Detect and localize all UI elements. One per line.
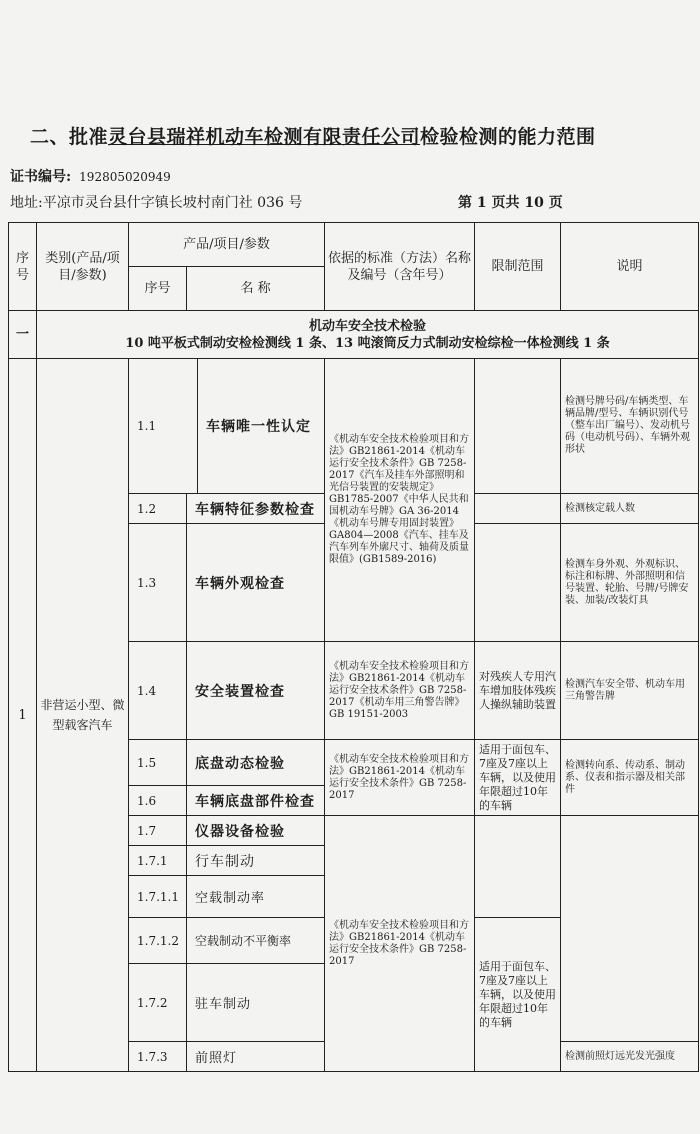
standard-block-a: 《机动车安全技术检验项目和方法》GB21861-2014《机动车运行安全技术条件》GB 7258-2017《汽车及挂车外部照明和光信号装置的安装规定》GB1785-2007《中华人民共和国机动车号牌》GA 36-2014《机动车号牌专用固封装置》GA804—2008《汽车、挂车及汽车列车外廓尺寸、轴荷及质量限值》(GB1589-2016) bbox=[325, 359, 475, 642]
row-number: 1.7.1.2 bbox=[129, 918, 187, 964]
limit-age-b: 适用于面包车、7座及7座以上车辆，以及使用年限超过10年的车辆 bbox=[475, 918, 561, 1072]
section-title-line1: 机动车安全技术检验 bbox=[309, 318, 427, 334]
row-note: 检测核定载人数 bbox=[561, 494, 699, 524]
cert-number: 192805020949 bbox=[79, 170, 171, 184]
header-sub-seq: 序号 bbox=[129, 267, 187, 311]
standard-block-d: 《机动车安全技术检验项目和方法》GB21861-2014《机动车运行安全技术条件》GB 7258-2017 bbox=[325, 816, 475, 1072]
limit-age-a: 适用于面包车、7座及7座以上车辆，以及使用年限超过10年的车辆 bbox=[475, 740, 561, 816]
row-number: 1.3 bbox=[129, 524, 187, 642]
page-title: 二、批准灵台县瑞祥机动车检测有限责任公司检验检测的能力范围 bbox=[30, 126, 596, 148]
address-line bbox=[10, 192, 690, 212]
row-number: 1.5 bbox=[129, 740, 187, 786]
section-title bbox=[37, 311, 699, 359]
certificate-line bbox=[10, 166, 171, 186]
header-product: 产品/项目/参数 bbox=[129, 223, 325, 267]
row-number: 1.2 bbox=[129, 494, 187, 524]
limit-empty bbox=[475, 816, 561, 918]
row-number: 1.7.1 bbox=[129, 846, 187, 876]
row-number: 1.7.2 bbox=[129, 964, 187, 1042]
row-name: 安全装置检查 bbox=[187, 642, 325, 740]
standard-block-c: 《机动车安全技术检验项目和方法》GB21861-2014《机动车运行安全技术条件》GB 7258-2017 bbox=[325, 740, 475, 816]
row-note: 检测汽车安全带、机动车用三角警告牌 bbox=[561, 642, 699, 740]
note-empty bbox=[561, 816, 699, 1042]
row-name: 车辆特征参数检查 bbox=[187, 494, 325, 524]
row-name: 车辆底盘部件检查 bbox=[187, 786, 325, 816]
row-name: 空载制动率 bbox=[187, 876, 325, 918]
header-name: 名 称 bbox=[187, 267, 325, 311]
capability-table bbox=[8, 222, 699, 1072]
row-number: 1.7.3 bbox=[129, 1042, 187, 1072]
row-number: 1.7 bbox=[129, 816, 187, 846]
cert-label: 证书编号: bbox=[10, 169, 72, 185]
group-category: 非营运小型、微型载客汽车 bbox=[37, 359, 129, 1072]
row-number: 1.6 bbox=[129, 786, 187, 816]
address-label: 地址: bbox=[10, 195, 43, 211]
row-name: 车辆外观检查 bbox=[187, 524, 325, 642]
limit-disabled: 对残疾人专用汽车增加肢体残疾人操纵辅助装置 bbox=[475, 642, 561, 740]
limit-empty bbox=[475, 494, 561, 524]
row-name: 空载制动不平衡率 bbox=[187, 918, 325, 964]
row-note: 检测转向系、传动系、制动系、仪表和指示器及相关部件 bbox=[561, 740, 699, 816]
header-note: 说明 bbox=[561, 223, 699, 311]
group-number: 1 bbox=[9, 359, 37, 1072]
row-name: 前照灯 bbox=[187, 1042, 325, 1072]
row-number: 1.7.1.1 bbox=[129, 876, 187, 918]
row-note: 检测号牌号码/车辆类型、车辆品牌/型号、车辆识别代号（整车出厂编号）、发动机号码（电动机号码）、车辆外观形状 bbox=[561, 359, 699, 494]
row-number: 1.1 bbox=[137, 419, 157, 433]
row-note: 检测车身外观、外观标识、标注和标牌、外部照明和信号装置、轮胎、号牌/号牌安装、加装/改装灯具 bbox=[561, 524, 699, 642]
section-title-line2: 10 吨平板式制动安检检测线 1 条、13 吨滚筒反力式制动安检综检一体检测线 1 条 bbox=[125, 335, 610, 351]
row-note: 检测前照灯远光发光强度 bbox=[561, 1042, 699, 1072]
row-name: 行车制动 bbox=[187, 846, 325, 876]
header-seq: 序号 bbox=[9, 223, 37, 311]
header-category: 类别(产品/项目/参数) bbox=[37, 223, 129, 311]
row-name: 驻车制动 bbox=[187, 964, 325, 1042]
page-indicator: 第 1 页共 10 页 bbox=[458, 195, 563, 211]
section-number: 一 bbox=[9, 311, 37, 359]
limit-empty bbox=[475, 524, 561, 642]
row-name: 底盘动态检验 bbox=[187, 740, 325, 786]
limit-empty bbox=[475, 359, 561, 494]
header-limit: 限制范围 bbox=[475, 223, 561, 311]
row-name: 车辆唯一性认定 bbox=[198, 359, 325, 493]
row-name: 仪器设备检验 bbox=[187, 816, 325, 846]
company-name: 灵台县瑞祥机动车检测有限责任公司 bbox=[108, 126, 421, 148]
address-text: 平凉市灵台县什字镇长坡村南门社 036 号 bbox=[42, 195, 303, 211]
row-number: 1.4 bbox=[129, 642, 187, 740]
standard-block-b: 《机动车安全技术检验项目和方法》GB21861-2014《机动车运行安全技术条件》GB 7258-2017《机动车用三角警告牌》GB 19151-2003 bbox=[325, 642, 475, 740]
header-standard: 依据的标准（方法）名称及编号（含年号） bbox=[325, 223, 475, 311]
